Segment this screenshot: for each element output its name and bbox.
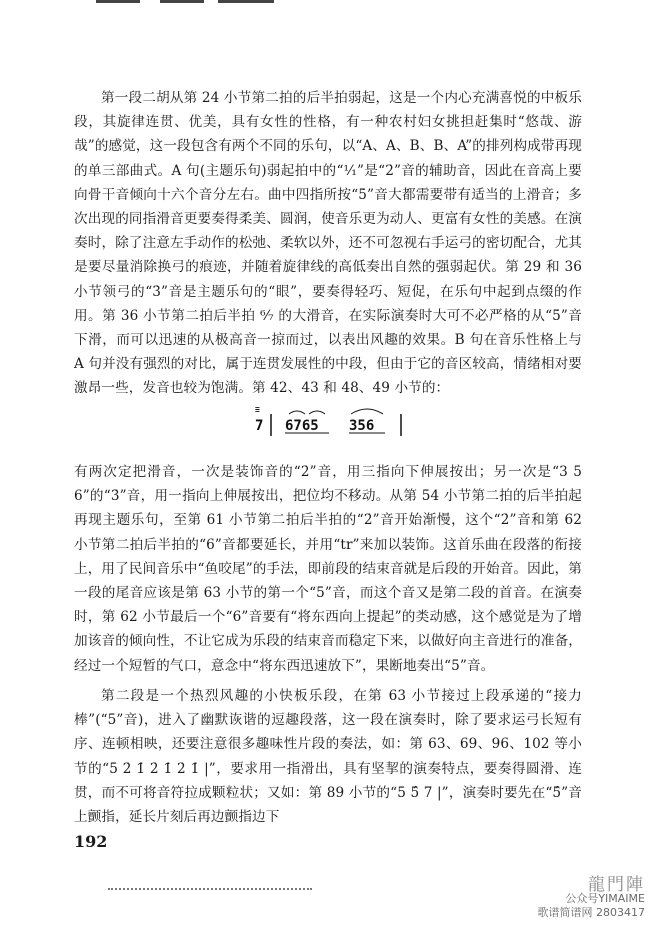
svg-text:7: 7 — [255, 418, 264, 434]
paragraph-second: 有两次定把滑音，一次是装饰音的“2̇”音，用三指向下伸展按出；另一次是“3 5 6”的“3̇”音，用一指向上伸展按出，把位均不移动。从第 54 小节第二拍的后半拍起再现主题乐句，至第 61 小节第二拍后半拍的“2̇”音开始渐慢，这个“2̇”音和第 62 小节第二拍后半拍的“6”音都要延长，并用“tr”来加以装饰。这首乐曲在段落的衔接上，用了民间音乐中“鱼咬尾”的手法，即前段的结束音就是后段的开始音。因此，第一段的尾音应该是第 63 小节的第一个“5”音，而这个音又是第二段的首音。在演奏时，第 62 小节最后一个“6”音要有“将东西向上提起”的类动感，这个感觉是为了增加该音的倾向性，不让它成为乐段的结束音而稳定下来，以做好向主音进行的准备，经过一个短暂的气口，意念中“将东西迅速放下”，果断地奏出“5”音。 — [74, 464, 582, 674]
page-number: 192 — [74, 832, 108, 851]
svg-text:356: 356 — [349, 418, 375, 434]
svg-text:≡: ≡ — [255, 405, 260, 414]
top-rule-mid — [160, 0, 204, 3]
paragraph-first-section: 第一段二胡从第 24 小节第二拍的后半拍弱起，这是一个内心充满喜悦的中板乐段，其旋律连贯、优美，具有女性的性格，有一种农村妇女挑担赶集时“悠哉、游哉”的感觉，这一段包含有两个不同的乐句，以“A、A、B、B、A”的排列构成带再现的单三部曲式。A 句(主题乐句)弱起拍中的“¹⁄₁”是“2̇”音的辅助音，因此在音高上要向骨干音倾向十六个音分左右。曲中四指所按“5̇”音大都需要带有适当的上滑音；多次出现的同指滑音更要奏得柔美、圆润，使音乐更为动人、更富有女性的美感。在演奏时，除了注意左手动作的松弛、柔软以外，还不可忽视右手运弓的密切配合，尤其是要尽量消除换弓的痕迹，并随着旋律线的高低奏出自然的强弱起伏。第 29 和 36 小节领弓的“3̇”音是主题乐句的“眼”，要奏得轻巧、短促，在乐句中起到点缀的作用。第 36 小节第二拍后半拍 ⁶⁄₇ 的大滑音，在实际演奏时大可不必严格的从“5̇”音下滑，而可以迅速的从极高音一掠而过，以表出风趣的效果。B 句在音乐性格上与 A 句并没有强烈的对比，属于连贯发展性的中段，但由于它的音区较高，情绪相对要激昂一些，发音也较为饱满。第 42、43 和 48、49 小节的： — [74, 90, 582, 397]
watermark-line1: 公众号YIMAIME — [565, 892, 645, 905]
svg-text:6765: 6765 — [285, 418, 319, 434]
paragraph-second-section: 第二段是一个热烈风趣的小快板乐段，在第 63 小节接过上段承递的“接力棒”(“5”音)，进入了幽默诙谐的逗趣段落，这一段在演奏时，除了要求运弓长短有序、连顿相映，还要注意很多趣味性片段的奏法，如：第 63、69、96、102 等小节的“5 2̇ 1̇ 2̇ 1̇ 2̇ 1̇ |”，要求用一指滑出，具有坚挈的演奏特点，要奏得圆滑、连贯，而不可将音符拉成颗粒状；又如：第 89 小节的“5 5̂ 7 |”，演奏时要先在“5̂”音上颤指，延长片刻后再边颤指边下 — [74, 688, 582, 826]
watermark — [537, 875, 646, 920]
footer-dotted-rule — [108, 888, 312, 891]
watermark-line2: 歌谱简谱网 2803417 — [537, 906, 645, 919]
top-rule-left — [96, 0, 140, 3]
top-rule-right — [218, 0, 274, 3]
music-notation-example — [245, 398, 415, 442]
watermark-logo: 龍門陣 — [588, 875, 645, 895]
